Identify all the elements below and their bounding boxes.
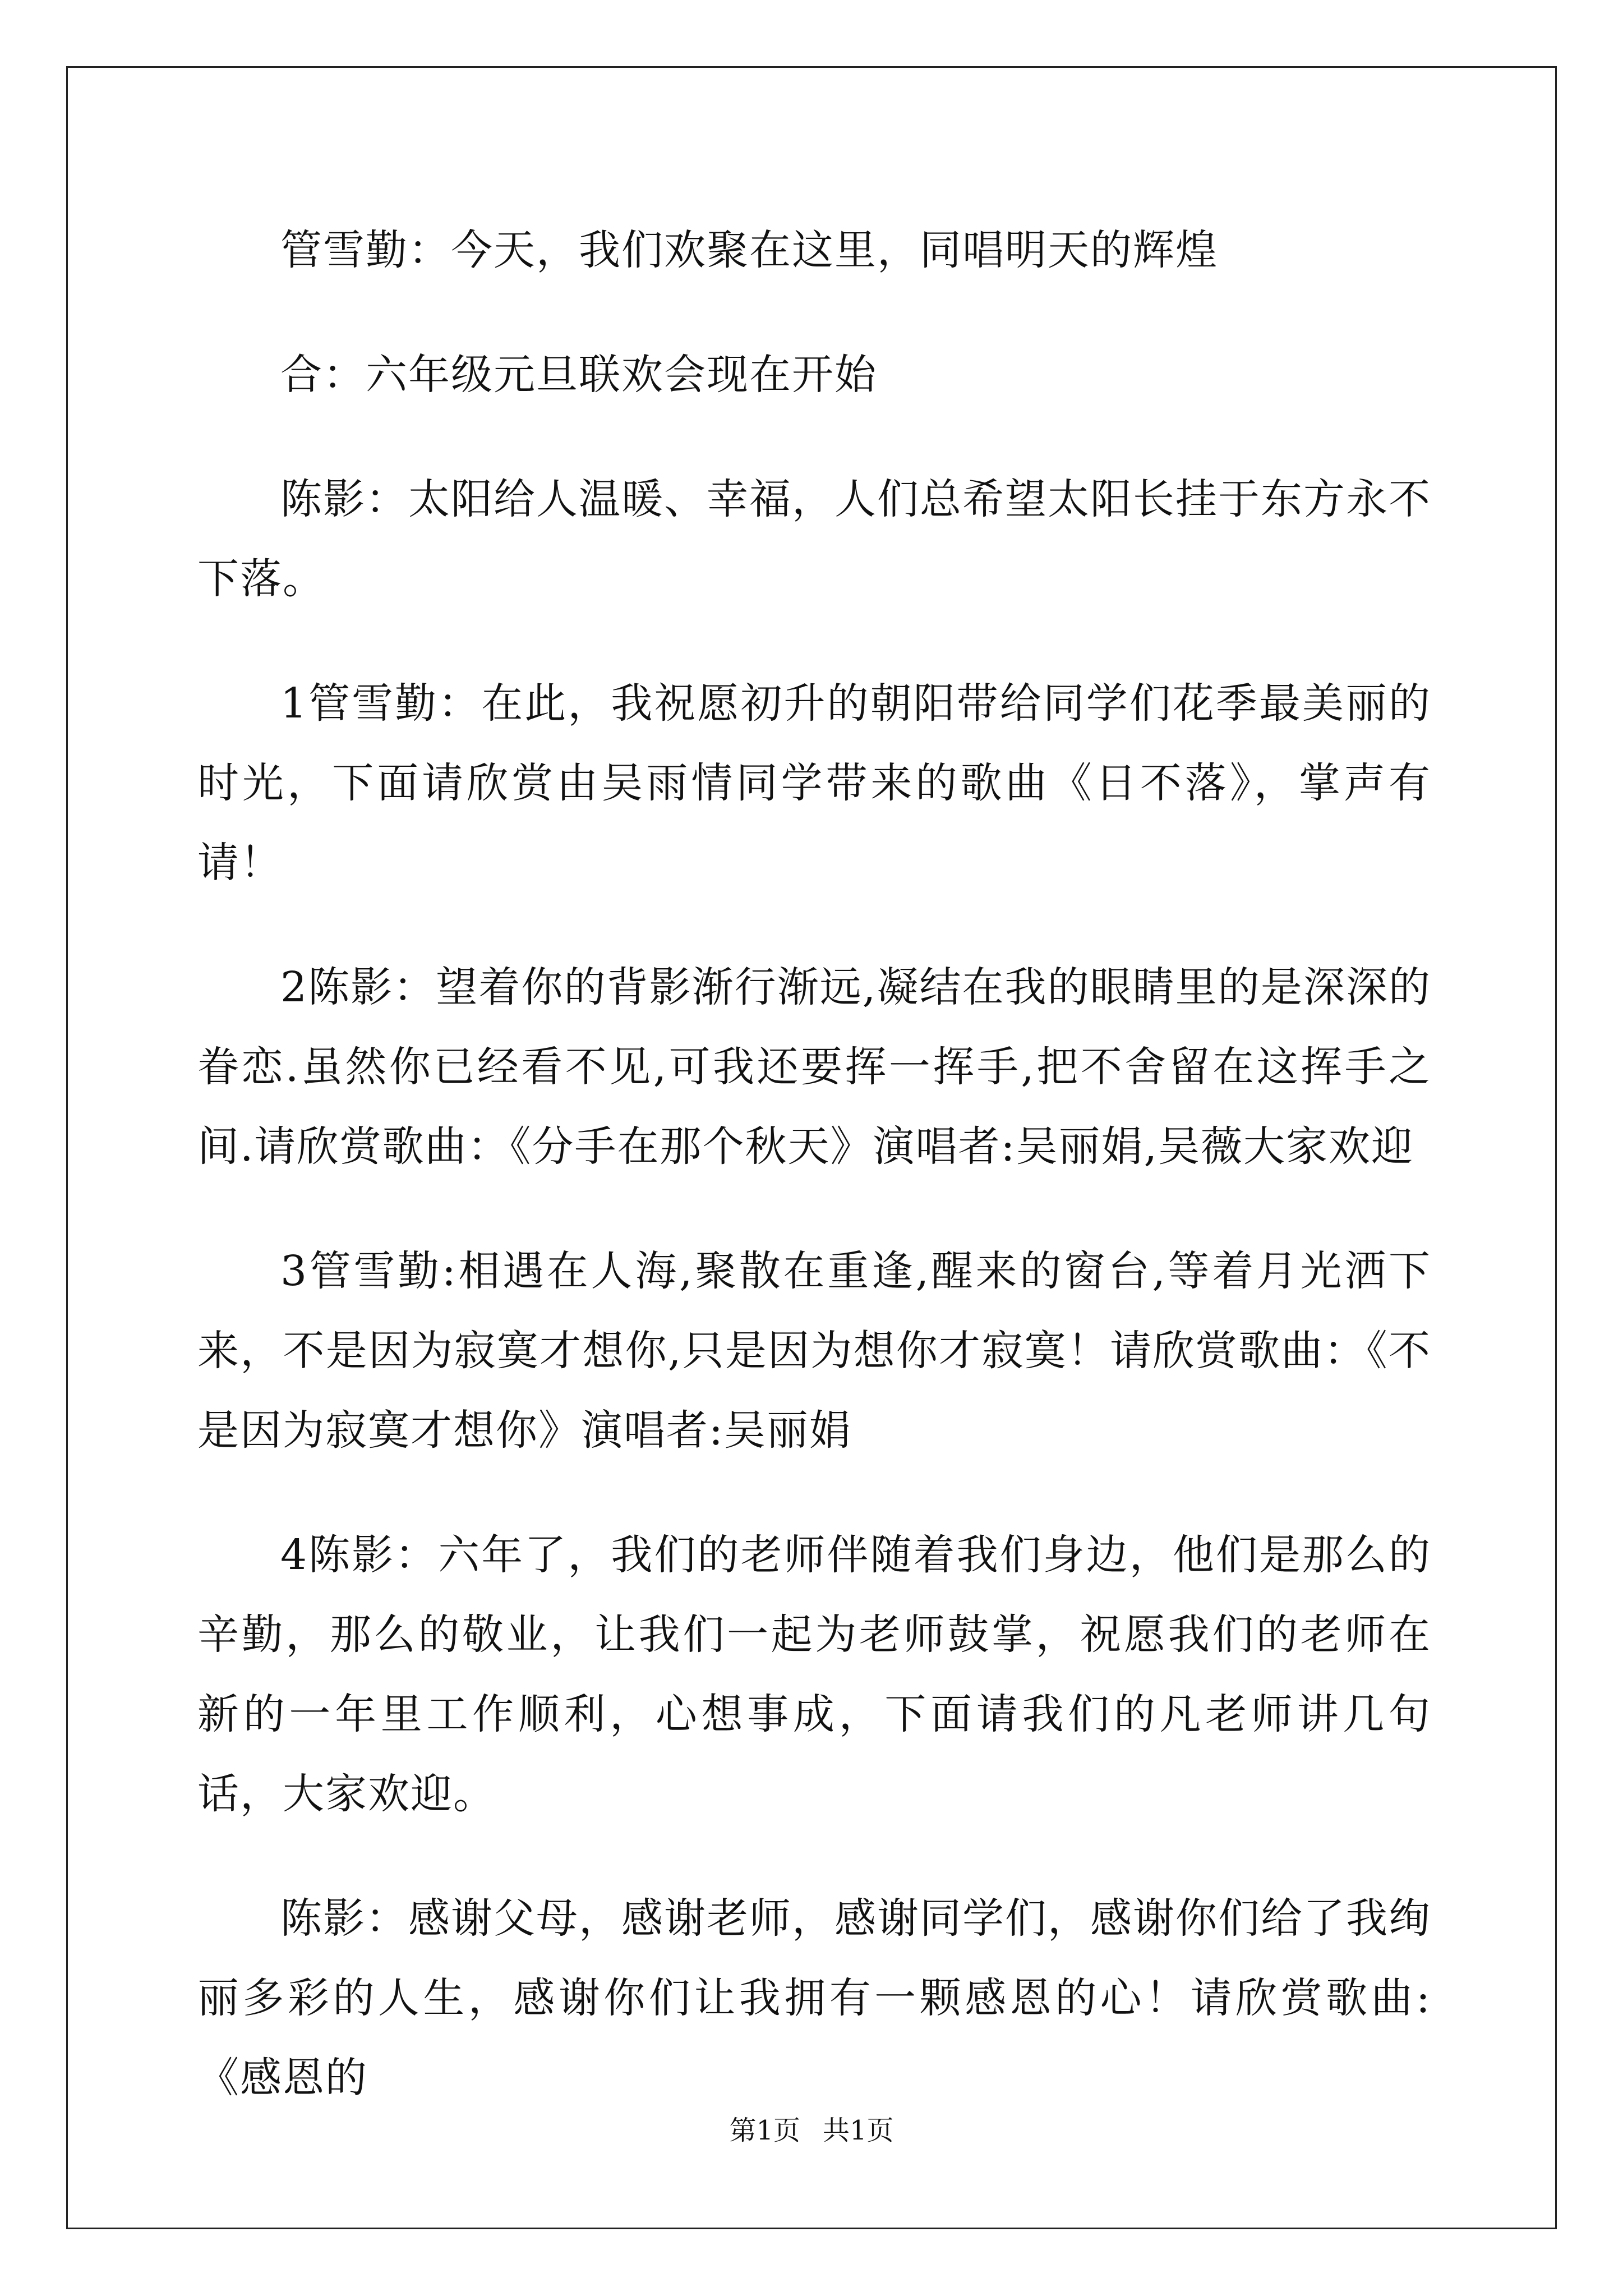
paragraph-5: 2陈影：望着你的背影渐行渐远,凝结在我的眼睛里的是深深的眷恋.虽然你已经看不见,可我还要挥一挥手,把不舍留在这挥手之间.请欣赏歌曲：《分手在那个秋天》演唱者:吴丽娟,吴薇大家欢迎 bbox=[197, 963, 1431, 1171]
paragraph-2: 合：六年级元旦联欢会现在开始 bbox=[280, 351, 877, 399]
page-footer bbox=[0, 2115, 1623, 2146]
page-current: 第1页 bbox=[729, 2115, 800, 2146]
paragraph-3: 陈影：太阳给人温暖、幸福，人们总希望太阳长挂于东方永不下落。 bbox=[197, 475, 1431, 603]
paragraph-6: 3管雪勤:相遇在人海,聚散在重逢,醒来的窗台,等着月光洒下来，不是因为寂寞才想你,只是因为想你才寂寞！请欣赏歌曲：《不是因为寂寞才想你》演唱者:吴丽娟 bbox=[197, 1247, 1431, 1455]
paragraph-1: 管雪勤：今天，我们欢聚在这里，同唱明天的辉煌 bbox=[280, 226, 1218, 274]
page-total: 共1页 bbox=[823, 2115, 894, 2146]
paragraph-8: 陈影：感谢父母，感谢老师，感谢同学们，感谢你们给了我绚丽多彩的人生，感谢你们让我拥有一颗感恩的心！请欣赏歌曲:《感恩的 bbox=[197, 1894, 1431, 2102]
paragraph-4: 1管雪勤：在此，我祝愿初升的朝阳带给同学们花季最美丽的时光，下面请欣赏由吴雨情同学带来的歌曲《日不落》，掌声有请！ bbox=[197, 679, 1431, 887]
paragraph-7: 4陈影：六年了，我们的老师伴随着我们身边，他们是那么的辛勤，那么的敬业，让我们一起为老师鼓掌，祝愿我们的老师在新的一年里工作顺利，心想事成，下面请我们的凡老师讲几句话，大家欢迎。 bbox=[197, 1531, 1431, 1818]
document-body bbox=[197, 210, 1431, 2162]
